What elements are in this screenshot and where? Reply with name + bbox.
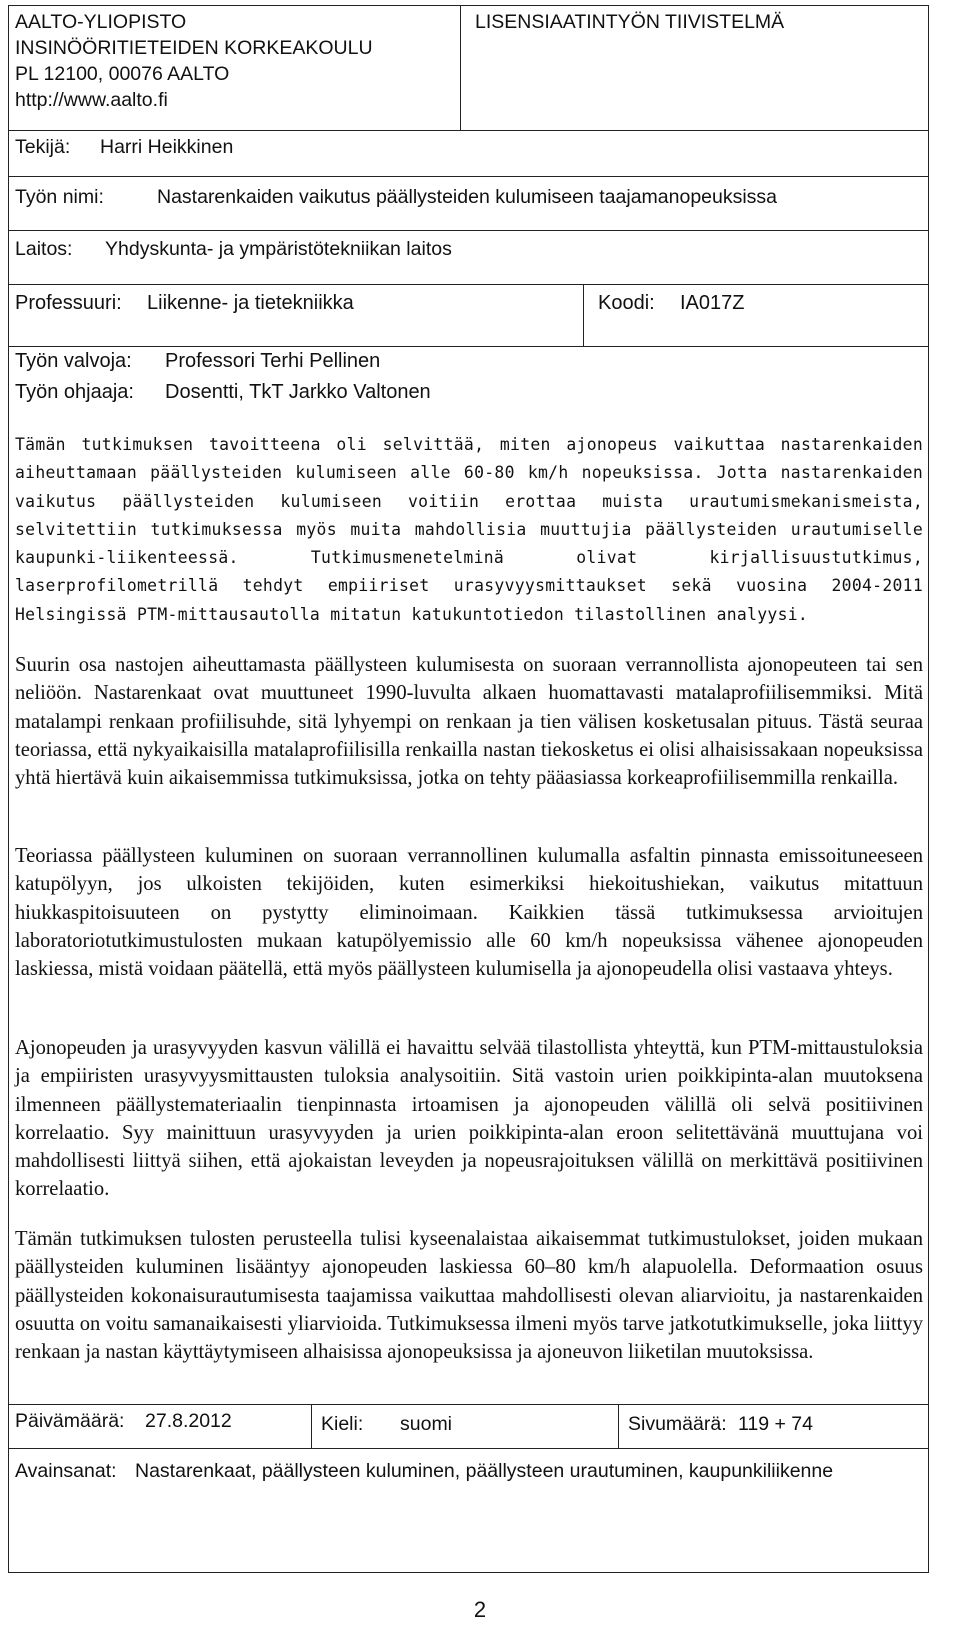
university-line: PL 12100, 00076 AALTO [15, 63, 230, 85]
thesis-title: Nastarenkaiden vaikutus päällysteiden kulumiseen taajamanopeuksissa [157, 186, 778, 208]
supervisor-label: Työn valvoja: [15, 350, 132, 372]
divider [9, 1448, 928, 1449]
university-url: http://www.aalto.fi [15, 89, 168, 111]
abstract-paragraph: Suurin osa nastojen aiheuttamasta päällysteen kulumisesta on suoraan verrannollista ajonopeuteen tai sen neliöön. Nastarenkaat ovat muuttuneet 1990-luvulta alkaen huomattavasti matalaprofiilisemmiksi. Mitä matalampi renkaan profiilisuhde, sitä lyhyempi on renkaan ja tien välisen kosketusalan pituus. Tästä seuraa teoriassa, että nykyaikaisilla matalaprofiilisilla renkailla nastan tiekosketus ei olisi alhaisissakaan nopeuksissa yhtä hiertävä kuin aikaisemmissa tutkimuksissa, jotka on tehty pääasiassa korkeaprofiilisemmilla renkailla. [15, 654, 923, 790]
advisor-label: Työn ohjaaja: [15, 381, 134, 403]
author-value: Harri Heikkinen [100, 136, 234, 158]
abstract-paragraph: Ajonopeuden ja urasyvyyden kasvun välillä ei havaittu selvää tilastollista yhteyttä, kun PTM-mittaustuloksia ja empiiristen urasyvyysmittausten tuloksia analysoitiin. Sitä vastoin urien poikkipinta-alan muutoksena ilmenneen päällystemateriaalin tienpinnasta irtoamisen ja ajonopeuden välillä oli selvä positiivinen korrelaatio. Syy mainittuun urasyvyyden ja urien poikkipinta-alan eroon selitettävänä muuttujana voi mahdollisesti liittyä siihen, että ajokaistan leveyden ja nopeusrajoituksen välillä on merkittävä positiivinen korrelaatio. [15, 1037, 923, 1201]
header-divider [460, 6, 461, 130]
title-label: Työn nimi: [15, 186, 104, 208]
department-value: Yhdyskunta- ja ympäristötekniikan laitos [105, 238, 452, 260]
pages-label: Sivumäärä: [628, 1413, 727, 1435]
abstract-paragraph: Tämän tutkimuksen tavoitteena oli selvittää, miten ajonopeus vaikuttaa nastarenkaiden aiheuttamaan päällysteiden kulumiseen alle 60-80 km/h nopeuksissa. Jotta nastarenkaiden vaikutus päällysteiden kulumiseen voitiin erottaa muista urautumismekanismeista, selvitettiin tutkimuksessa myös muita mahdollisia muuttujia päällysteiden urautumiselle kaupunki-liikenteessä. Tutkimusmenetelminä olivat kirjallisuustutkimus, laserprofilometrillä tehdyt empiiriset urasyvyysmittaukset sekä vuosina 2004-2011 Helsingissä PTM-mittausautolla mitatun katukuntotiedon tilastollinen analyysi. [15, 435, 923, 624]
divider [9, 230, 928, 231]
professorship-label: Professuuri: [15, 292, 122, 314]
date-label: Päivämäärä: [15, 1410, 125, 1432]
code-divider [583, 284, 584, 346]
page-number: 2 [473, 1597, 487, 1622]
divider [9, 130, 928, 131]
department-label: Laitos: [15, 238, 73, 260]
supervisor-value: Professori Terhi Pellinen [165, 350, 381, 372]
divider [9, 1404, 928, 1405]
author-label: Tekijä: [15, 136, 71, 158]
footer-divider [311, 1404, 312, 1448]
date-value: 27.8.2012 [145, 1410, 232, 1432]
abstract-form [8, 5, 929, 1573]
university-line: AALTO-YLIOPISTO [15, 11, 187, 33]
divider [9, 176, 928, 177]
advisor-value: Dosentti, TkT Jarkko Valtonen [165, 381, 431, 403]
abstract-paragraph: Tämän tutkimuksen tulosten perusteella tulisi kyseenalaistaa aikaisemmat tutkimustulokset, joiden mukaan päällysteiden kuluminen lisääntyy ajonopeuden laskiessa 60–80 km/h alapuolella. Deformaation osuus päällysteiden kokonaisurautumisesta taajamissa vaikuttaa mahdollisesti olevan aliarvioitu, ja nastarenkaiden osuutta on voitu samanaikaisesti yliarvioida. Tutkimuksessa ilmeni myös tarve jatkotutkimukselle, joka liittyy renkaan ja nastan käyttäytymiseen alhaisissa ajonopeuksissa ja ajoneuvon liiketilan muutoksissa. [15, 1228, 923, 1364]
professorship-value: Liikenne- ja tietekniikka [147, 292, 354, 314]
keywords-label: Avainsanat: [15, 1460, 117, 1482]
divider [9, 346, 928, 347]
keywords-value: Nastarenkaat, päällysteen kuluminen, päällysteen urautuminen, kaupunkiliikenne [135, 1460, 834, 1482]
code-value: IA017Z [680, 292, 745, 314]
language-value: suomi [400, 1413, 453, 1435]
language-label: Kieli: [321, 1413, 364, 1435]
header-row [9, 6, 928, 130]
abstract-paragraph: Teoriassa päällysteen kuluminen on suoraan verrannollinen kulumalla asfaltin pinnasta emissoituneeseen katupölyyn, jos ulkoisten tekijöiden, kuten esimerkiksi hiekoitushiekan, vaikutus mitattuun hiukkaspitoisuuteen on pystytty eliminoimaan. Kaikkien tässä tutkimuksessa arvioitujen laboratoriotutkimustulosten mukaan katupölyemissio alle 60 km/h nopeuksissa vähenee ajonopeuden laskiessa, mistä voidaan päätellä, että myös päällysteen kulumisella ja ajonopeudella olisi vastaava yhteys. [15, 845, 923, 981]
document-type: LISENSIAATINTYÖN TIIVISTELMÄ [475, 11, 785, 33]
footer-divider [618, 1404, 619, 1448]
university-line: INSINÖÖRITIETEIDEN KORKEAKOULU [15, 37, 373, 59]
code-label: Koodi: [598, 292, 655, 314]
divider [9, 284, 928, 285]
pages-value: 119 + 74 [738, 1413, 814, 1435]
